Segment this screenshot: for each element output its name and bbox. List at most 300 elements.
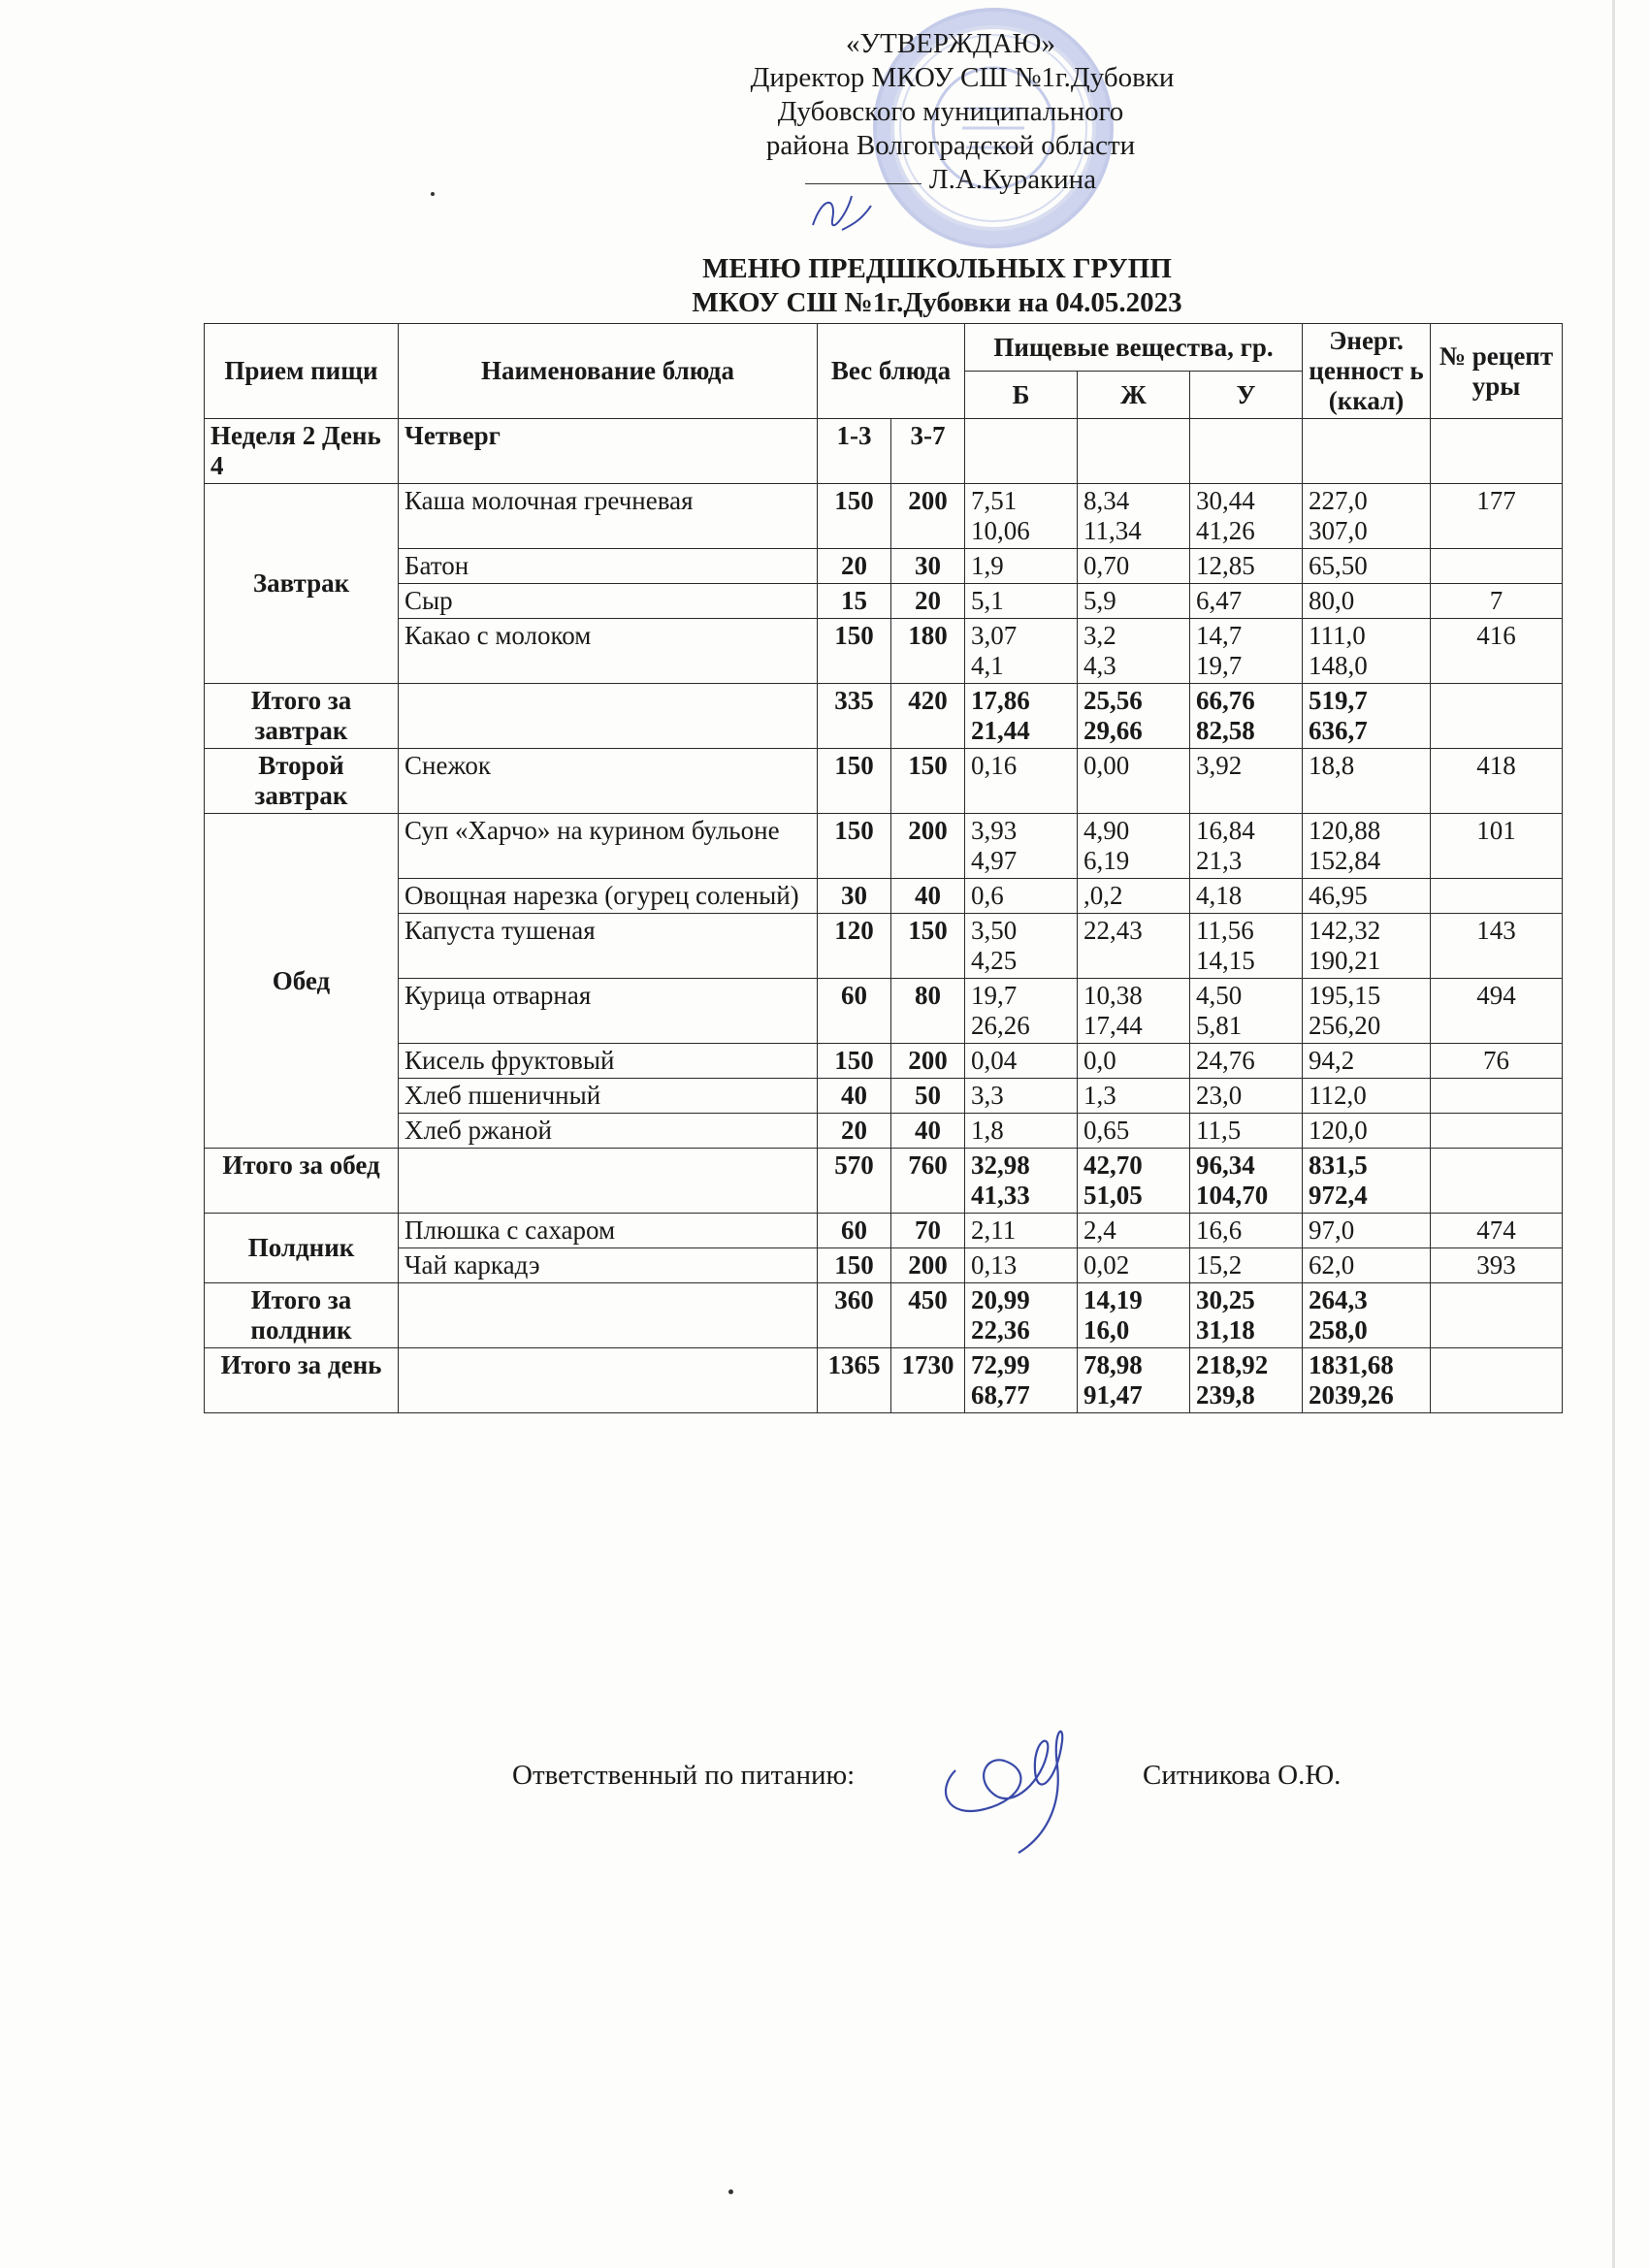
header-row-1 [205,324,1563,372]
protein-value [965,1079,1078,1114]
total-fat-line: 14,19 [1083,1285,1143,1314]
total-fat [1078,1348,1190,1413]
total-weight-3-7: 450 [891,1283,965,1348]
total-protein [965,1149,1078,1214]
carbs-value [1190,814,1303,879]
scan-dot [728,2189,733,2194]
recipe-number: 76 [1431,1044,1563,1079]
meal-name: Завтрак [205,484,399,684]
protein-value [965,914,1078,979]
total-energy [1303,1283,1431,1348]
recipe-number: 7 [1431,584,1563,619]
fat-value-line: 0,02 [1083,1250,1130,1280]
total-energy [1303,1149,1431,1214]
fat-value-line: 0,0 [1083,1046,1116,1075]
carbs-value [1190,484,1303,549]
recipe-number: 494 [1431,979,1563,1044]
weight-1-3: 60 [818,1214,891,1248]
protein-value [965,1214,1078,1248]
carbs-value [1190,1079,1303,1114]
weight-1-3: 30 [818,879,891,914]
protein-value-line: 4,25 [971,946,1018,975]
dish-row [205,979,1563,1044]
protein-value [965,1248,1078,1283]
total-empty [399,684,818,749]
total-energy-line: 1831,68 [1309,1350,1394,1379]
total-label: Итого за полдник [205,1283,399,1348]
total-carbs-line: 218,92 [1196,1350,1269,1379]
weight-1-3: 60 [818,979,891,1044]
carbs-value [1190,749,1303,814]
carbs-value-line: 16,84 [1196,816,1255,845]
approval-block [640,27,1261,197]
protein-value-line: 1,9 [971,551,1004,580]
dish-row [205,1044,1563,1079]
dish-row [205,879,1563,914]
carbs-value-line: 12,85 [1196,551,1255,580]
protein-value [965,814,1078,879]
meal-name: Второй завтрак [205,749,399,814]
fat-value-line: 11,34 [1083,516,1142,545]
weight-1-3: 40 [818,1079,891,1114]
carbs-value-line: 23,0 [1196,1081,1243,1110]
weight-1-3: 20 [818,1114,891,1149]
weight-1-3: 150 [818,1248,891,1283]
total-protein-line: 72,99 [971,1350,1030,1379]
carbs-value-line: 41,26 [1196,516,1255,545]
weight-3-7: 80 [891,979,965,1044]
fat-value [1078,814,1190,879]
responsible-label: Ответственный по питанию: [512,1760,856,1791]
energy-value-line: 97,0 [1309,1215,1355,1245]
recipe-number: 101 [1431,814,1563,879]
total-row [205,1149,1563,1214]
protein-value-line: 2,11 [971,1215,1017,1245]
dish-name: Хлеб пшеничный [399,1079,818,1114]
carbs-value [1190,1248,1303,1283]
fat-value [1078,1044,1190,1079]
carbs-value-line: 30,44 [1196,486,1255,515]
scan-dot [431,192,435,196]
total-fat-line: 25,56 [1083,686,1143,715]
recipe-number: 474 [1431,1214,1563,1248]
energy-value [1303,1114,1431,1149]
fat-value [1078,914,1190,979]
weight-3-7: 200 [891,1044,965,1079]
energy-value-line: 46,95 [1309,881,1368,910]
energy-value-line: 111,0 [1309,621,1366,650]
energy-value [1303,914,1431,979]
fat-value-line: 0,00 [1083,751,1130,780]
energy-value-line: 142,32 [1309,916,1381,945]
total-carbs [1190,1283,1303,1348]
protein-value-line: 4,1 [971,651,1004,680]
total-fat [1078,1283,1190,1348]
dish-row [205,1214,1563,1248]
total-weight-1-3: 1365 [818,1348,891,1413]
responsible-signature [926,1702,1120,1858]
protein-value [965,549,1078,584]
recipe-number: 393 [1431,1248,1563,1283]
approval-director: Директор МКОУ СШ №1г.Дубовки [750,62,1175,93]
total-empty [399,1348,818,1413]
dish-name: Овощная нарезка (огурец соленый) [399,879,818,914]
protein-value-line: 26,26 [971,1011,1030,1040]
dish-name: Плюшка с сахаром [399,1214,818,1248]
total-recipe-empty [1431,1348,1563,1413]
fat-value-line: 17,44 [1083,1011,1143,1040]
total-fat-line: 78,98 [1083,1350,1143,1379]
header-fat: Ж [1078,372,1190,419]
header-weight: Вес блюда [818,324,965,419]
fat-value-line: 5,9 [1083,586,1116,615]
weight-1-3: 20 [818,549,891,584]
weight-3-7: 200 [891,814,965,879]
energy-value [1303,879,1431,914]
total-weight-1-3: 570 [818,1149,891,1214]
recipe-number [1431,549,1563,584]
carbs-value-line: 4,18 [1196,881,1243,910]
energy-value-line: 152,84 [1309,846,1381,875]
total-label: Итого за обед [205,1149,399,1214]
recipe-number [1431,1114,1563,1149]
total-fat-line: 42,70 [1083,1150,1143,1180]
header-energy: Энерг. ценност ь (ккал) [1303,324,1431,419]
page-edge [1612,0,1615,2268]
header-protein: Б [965,372,1078,419]
protein-value-line: 1,8 [971,1116,1004,1145]
recipe-number: 418 [1431,749,1563,814]
total-weight-3-7: 1730 [891,1348,965,1413]
dish-row [205,1079,1563,1114]
total-fat-line: 29,66 [1083,716,1143,745]
weight-3-7: 150 [891,914,965,979]
fat-value-line: 22,43 [1083,916,1143,945]
energy-value-line: 80,0 [1309,586,1355,615]
total-carbs-line: 30,25 [1196,1285,1255,1314]
total-weight-3-7: 760 [891,1149,965,1214]
header-dish: Наименование блюда [399,324,818,419]
dish-name: Капуста тушеная [399,914,818,979]
total-weight-3-7: 420 [891,684,965,749]
dish-name: Сыр [399,584,818,619]
energy-value-line: 148,0 [1309,651,1368,680]
dish-name: Батон [399,549,818,584]
protein-value-line: 7,51 [971,486,1018,515]
fat-value-line: 3,2 [1083,621,1116,650]
weight-3-7: 200 [891,1248,965,1283]
total-row [205,1348,1563,1413]
fat-value [1078,1114,1190,1149]
energy-value [1303,549,1431,584]
energy-value [1303,619,1431,684]
fat-value-line: 8,34 [1083,486,1130,515]
total-carbs [1190,1348,1303,1413]
weight-1-3: 150 [818,619,891,684]
protein-value [965,584,1078,619]
total-recipe-empty [1431,684,1563,749]
total-label: Итого за завтрак [205,684,399,749]
fat-value [1078,1079,1190,1114]
total-row [205,684,1563,749]
protein-value-line: 3,07 [971,621,1018,650]
energy-value-line: 94,2 [1309,1046,1355,1075]
weight-3-7: 200 [891,484,965,549]
header-carbs: У [1190,372,1303,419]
protein-value-line: 0,04 [971,1046,1018,1075]
fat-value-line: 0,65 [1083,1116,1130,1145]
total-energy [1303,1348,1431,1413]
fat-value [1078,484,1190,549]
dish-name: Кисель фруктовый [399,1044,818,1079]
dish-name: Каша молочная гречневая [399,484,818,549]
carbs-value-line: 5,81 [1196,1011,1243,1040]
fat-value [1078,584,1190,619]
fat-value [1078,1248,1190,1283]
total-row [205,1283,1563,1348]
total-fat-line: 51,05 [1083,1181,1143,1210]
protein-value-line: 3,93 [971,816,1018,845]
energy-value [1303,584,1431,619]
total-carbs [1190,1149,1303,1214]
weight-1-3: 15 [818,584,891,619]
total-energy [1303,684,1431,749]
total-weight-1-3: 360 [818,1283,891,1348]
fat-value-line: 4,90 [1083,816,1130,845]
menu-table [204,323,1563,1413]
total-carbs-line: 82,58 [1196,716,1255,745]
total-energy-line: 258,0 [1309,1315,1368,1345]
fat-value [1078,619,1190,684]
week-label: Неделя 2 День 4 [205,419,399,484]
weekday: Четверг [399,419,818,484]
recipe-number: 416 [1431,619,1563,684]
dish-name: Чай каркадэ [399,1248,818,1283]
total-fat-line: 16,0 [1083,1315,1130,1345]
total-protein [965,1348,1078,1413]
carbs-value [1190,619,1303,684]
energy-value-line: 195,15 [1309,981,1381,1010]
total-fat [1078,1149,1190,1214]
total-protein [965,684,1078,749]
header-nutrients: Пищевые вещества, гр. [965,324,1303,372]
fat-value-line: 6,19 [1083,846,1130,875]
weight-1-3: 150 [818,749,891,814]
footer-block [512,1760,1342,1792]
energy-value-line: 227,0 [1309,486,1368,515]
total-energy-line: 519,7 [1309,686,1368,715]
approval-signer-line [640,163,1261,197]
protein-value-line: 0,6 [971,881,1004,910]
fat-value [1078,879,1190,914]
protein-value-line: 19,7 [971,981,1018,1010]
age-group-2: 3-7 [891,419,965,484]
meal-name: Полдник [205,1214,399,1283]
energy-value [1303,979,1431,1044]
weight-3-7: 40 [891,1114,965,1149]
approval-region: района Волгоградской области [765,130,1136,161]
protein-value-line: 5,1 [971,586,1004,615]
total-energy-line: 264,3 [1309,1285,1368,1314]
fat-value-line: 10,38 [1083,981,1143,1010]
protein-value-line: 0,16 [971,751,1018,780]
carbs-value-line: 21,3 [1196,846,1243,875]
title-line-1: МЕНЮ ПРЕДШКОЛЬНЫХ ГРУПП [702,253,1172,284]
carbs-value-line: 24,76 [1196,1046,1255,1075]
total-label: Итого за день [205,1348,399,1413]
energy-value [1303,484,1431,549]
dish-name: Курица отварная [399,979,818,1044]
carbs-value [1190,914,1303,979]
weight-3-7: 50 [891,1079,965,1114]
recipe-number [1431,1079,1563,1114]
fat-value [1078,549,1190,584]
total-protein-line: 32,98 [971,1150,1030,1180]
total-carbs-line: 239,8 [1196,1380,1255,1409]
title-line-2: МКОУ СШ №1г.Дубовки на 04.05.2023 [692,287,1182,318]
total-protein-line: 20,99 [971,1285,1030,1314]
fat-value [1078,749,1190,814]
dish-row [205,584,1563,619]
fat-value-line: 0,70 [1083,551,1130,580]
fat-value-line: 4,3 [1083,651,1116,680]
energy-value-line: 190,21 [1309,946,1381,975]
dish-row [205,1248,1563,1283]
header-recipe: № рецепт уры [1431,324,1563,419]
carbs-value-line: 11,5 [1196,1116,1242,1145]
dish-row [205,549,1563,584]
weight-3-7: 180 [891,619,965,684]
carbs-value [1190,549,1303,584]
weight-3-7: 40 [891,879,965,914]
total-protein-line: 22,36 [971,1315,1030,1345]
director-signature [803,177,881,254]
weight-1-3: 120 [818,914,891,979]
total-empty [399,1283,818,1348]
total-protein [965,1283,1078,1348]
total-fat-line: 91,47 [1083,1380,1143,1409]
energy-value [1303,1044,1431,1079]
carbs-value-line: 6,47 [1196,586,1243,615]
carbs-value-line: 11,56 [1196,916,1254,945]
weight-1-3: 150 [818,1044,891,1079]
recipe-number: 143 [1431,914,1563,979]
weight-3-7: 30 [891,549,965,584]
weight-3-7: 150 [891,749,965,814]
dish-row [205,1114,1563,1149]
carbs-value-line: 3,92 [1196,751,1243,780]
total-protein-line: 17,86 [971,686,1030,715]
weight-1-3: 150 [818,814,891,879]
dish-row [205,484,1563,549]
dish-row [205,749,1563,814]
protein-value [965,879,1078,914]
protein-value-line: 3,50 [971,916,1018,945]
weight-3-7: 70 [891,1214,965,1248]
document-title [0,252,1649,320]
energy-value-line: 65,50 [1309,551,1368,580]
dish-name: Хлеб ржаной [399,1114,818,1149]
carbs-value-line: 19,7 [1196,651,1243,680]
energy-value [1303,1248,1431,1283]
total-recipe-empty [1431,1149,1563,1214]
energy-value [1303,749,1431,814]
total-carbs-line: 31,18 [1196,1315,1255,1345]
protein-value-line: 3,3 [971,1081,1004,1110]
total-empty [399,1149,818,1214]
total-carbs-line: 104,70 [1196,1181,1269,1210]
total-carbs-line: 96,34 [1196,1150,1255,1180]
meal-name: Обед [205,814,399,1149]
carbs-value-line: 14,7 [1196,621,1243,650]
responsible-name: Ситникова О.Ю. [1143,1760,1342,1791]
dish-row [205,914,1563,979]
carbs-value [1190,1114,1303,1149]
protein-value [965,979,1078,1044]
protein-value [965,749,1078,814]
protein-value-line: 0,13 [971,1250,1018,1280]
energy-value [1303,1214,1431,1248]
protein-value [965,1114,1078,1149]
total-energy-line: 636,7 [1309,716,1368,745]
dish-row [205,814,1563,879]
total-carbs-line: 66,76 [1196,686,1255,715]
fat-value-line: 1,3 [1083,1081,1116,1110]
total-protein-line: 21,44 [971,716,1030,745]
carbs-value [1190,879,1303,914]
weight-3-7: 20 [891,584,965,619]
fat-value [1078,1214,1190,1248]
recipe-number [1431,879,1563,914]
protein-value-line: 4,97 [971,846,1018,875]
carbs-value-line: 15,2 [1196,1250,1243,1280]
total-energy-line: 2039,26 [1309,1380,1394,1409]
dish-name: Суп «Харчо» на курином бульоне [399,814,818,879]
total-energy-line: 831,5 [1309,1150,1368,1180]
total-recipe-empty [1431,1283,1563,1348]
total-weight-1-3: 335 [818,684,891,749]
energy-value [1303,814,1431,879]
carbs-value-line: 14,15 [1196,946,1255,975]
energy-value-line: 120,0 [1309,1116,1368,1145]
fat-value-line: ,0,2 [1083,881,1123,910]
recipe-number: 177 [1431,484,1563,549]
carbs-value-line: 4,50 [1196,981,1243,1010]
energy-value-line: 18,8 [1309,751,1355,780]
protein-value [965,619,1078,684]
age-group-1: 1-3 [818,419,891,484]
protein-value-line: 10,06 [971,516,1030,545]
approval-heading: «УТВЕРЖДАЮ» [846,28,1055,59]
carbs-value [1190,1044,1303,1079]
carbs-value-line: 16,6 [1196,1215,1243,1245]
header-meal: Прием пищи [205,324,399,419]
carbs-value [1190,584,1303,619]
total-protein-line: 41,33 [971,1181,1030,1210]
energy-value-line: 307,0 [1309,516,1368,545]
fat-value [1078,979,1190,1044]
energy-value-line: 120,88 [1309,816,1381,845]
dish-row [205,619,1563,684]
approval-district: Дубовского муниципального [777,96,1124,127]
protein-value [965,484,1078,549]
total-fat [1078,684,1190,749]
energy-value-line: 62,0 [1309,1250,1355,1280]
total-protein-line: 68,77 [971,1380,1030,1409]
carbs-value [1190,1214,1303,1248]
dish-name: Снежок [399,749,818,814]
total-energy-line: 972,4 [1309,1181,1368,1210]
